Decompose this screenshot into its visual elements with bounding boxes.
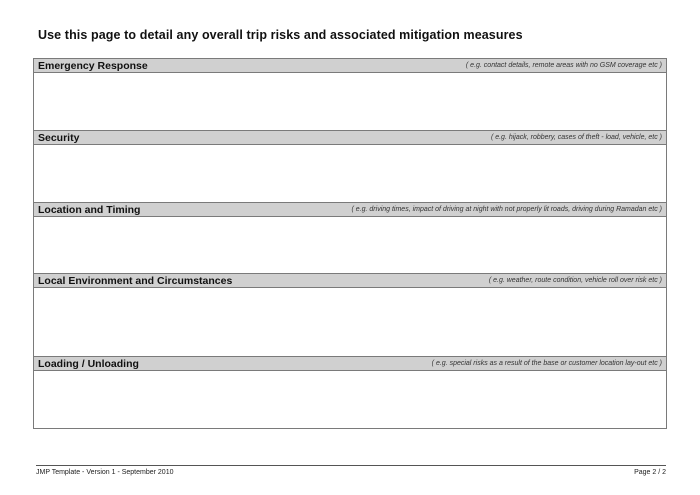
section-location-and-timing <box>33 202 667 275</box>
section-body-field[interactable] <box>34 288 666 357</box>
section-emergency-response <box>33 58 667 131</box>
section-title: Local Environment and Circumstances <box>38 274 233 287</box>
footer-version: JMP Template - Version 1 - September 2010 <box>36 469 174 476</box>
section-loading-unloading <box>33 356 667 429</box>
section-body-field[interactable] <box>34 73 666 131</box>
section-header <box>34 274 666 288</box>
section-local-environment <box>33 273 667 357</box>
footer-page-number: Page 2 / 2 <box>634 469 666 476</box>
section-header <box>34 131 666 145</box>
section-title: Location and Timing <box>38 203 141 216</box>
page-title: Use this page to detail any overall trip risks and associated mitigation measures <box>38 28 523 42</box>
section-hint: ( e.g. weather, route condition, vehicle roll over risk etc ) <box>488 277 662 284</box>
section-hint: ( e.g. special risks as a result of the base or customer location lay-out etc ) <box>431 360 662 367</box>
page-footer <box>36 465 666 476</box>
section-header <box>34 59 666 73</box>
section-hint: ( e.g. contact details, remote areas with no GSM coverage etc ) <box>465 62 662 69</box>
section-security <box>33 130 667 204</box>
section-body-field[interactable] <box>34 371 666 429</box>
section-body-field[interactable] <box>34 145 666 204</box>
section-hint: ( e.g. hijack, robbery, cases of theft - load, vehicle, etc ) <box>490 134 662 141</box>
section-header <box>34 203 666 217</box>
section-header <box>34 357 666 371</box>
section-title: Security <box>38 131 80 144</box>
section-title: Loading / Unloading <box>38 357 139 370</box>
section-hint: ( e.g. driving times, impact of driving at night with not properly lit roads, driving during Ramadan etc ) <box>351 206 662 213</box>
section-title: Emergency Response <box>38 59 148 72</box>
section-body-field[interactable] <box>34 217 666 275</box>
